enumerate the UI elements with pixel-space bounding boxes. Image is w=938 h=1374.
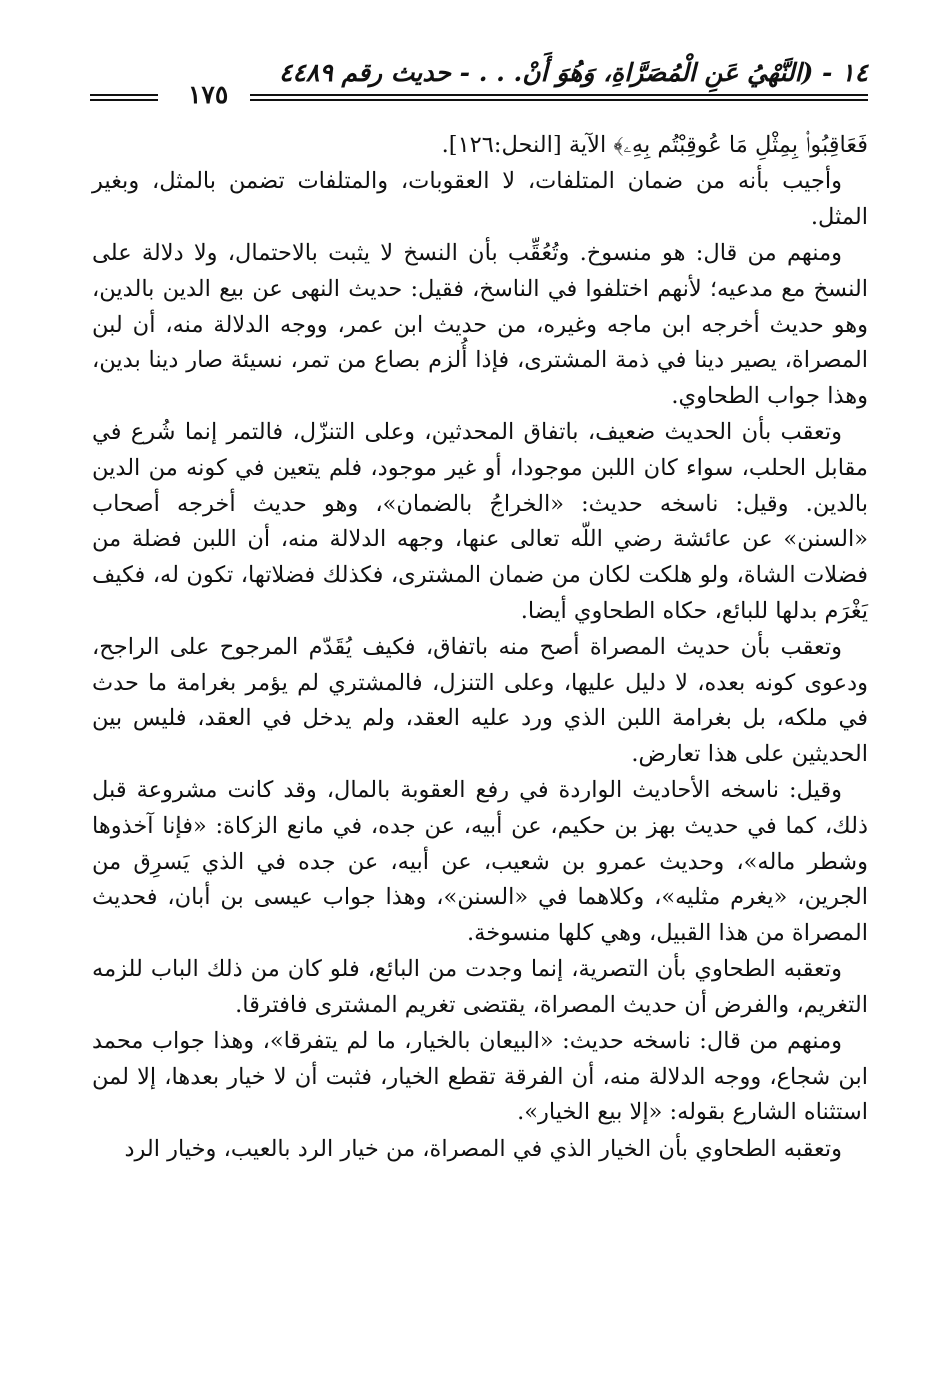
page-number-rule: [90, 94, 158, 101]
page-header: [90, 58, 868, 109]
paragraph: ومنهم من قال: ناسخه حديث: «البيعان بالخيار، ما لم يتفرقا»، وهذا جواب محمد ابن شجاع، ووجه الدلالة منه، أن الفرقة تقطع الخيار، فثبت أن لا خيار بعدها، إلا لمن استثناه الشارع بقوله: «إلا بيع الخيار».: [92, 1028, 868, 1126]
paragraph: فَعَاقِبُوا۟ بِمِثْلِ مَا عُوقِبْتُم بِهِۦ﴾ الآية [النحل:١٢٦].: [441, 132, 868, 158]
paragraph: وتعقبه الطحاوي بأن التصرية، إنما وجدت من البائع، فلو كان من ذلك الباب للزمه التغريم، والفرض أن حديث المصراة، يقتضى تغريم المشترى فافترقا.: [92, 956, 868, 1018]
main-text: [92, 128, 868, 1168]
running-title: ١٤ - (النَّهْيُ عَنِ الْمُصَرَّاةِ، وَهُوَ أَنْ. . . - حديث رقم ٤٤٨٩: [279, 58, 868, 87]
paragraph: وقيل: ناسخه الأحاديث الواردة في رفع العقوبة بالمال، وقد كانت مشروعة قبل ذلك، كما في حديث بهز بن حكيم، عن أبيه، عن جده، في مانع الزكاة: «فإنا آخذوها وشطر ماله»، وحديث عمرو بن شعيب، عن أبيه، عن جده في الذي يَسرِق من الجرين، «يغرم مثليه»، وكلاهما في «السنن»، وهذا جواب عيسى بن أبان، فحديث المصراة من هذا القبيل، وهي كلها منسوخة.: [92, 777, 868, 946]
paragraph: وتعقب بأن الحديث ضعيف، باتفاق المحدثين، وعلى التنزّل، فالتمر إنما شُرع في مقابل الحلب، سواء كان اللبن موجودا، أو غير موجود، فلم يتعين في كونه من الدين بالدين. وقيل: ناسخه حديث: «الخراجُ بالضمان»، وهو حديث أخرجه أصحاب «السنن» عن عائشة رضي اللّه تعالى عنها، وجهه الدلالة منه، أن اللبن فضلة من فضلات الشاة، ولو هلكت لكان من ضمان المشترى، فكذلك فضلاتها، تكون له، فكيف يَغْرَم بدلها للبائع، حكاه الطحاوي أيضا.: [92, 419, 868, 624]
paragraph: وتعقبه الطحاوي بأن الخيار الذي في المصراة، من خيار الرد بالعيب، وخيار الرد: [124, 1135, 842, 1162]
paragraph: وتعقب بأن حديث المصراة أصح منه باتفاق، فكيف يُقَدّم المرجوح على الراجح، ودعوى كونه بعده، لا دليل عليها، وعلى التنزل، فالمشتري لم يؤمر بغرامة ما حدث في ملكه، بل بغرامة اللبن الذي ورد عليه العقد، ولم يدخل في العقد، فليس بين الحديثين على هذا تعارض.: [92, 633, 868, 767]
paragraph: ومنهم من قال: هو منسوخ. وتُعُقِّب بأن النسخ لا يثبت بالاحتمال، ولا دلالة على النسخ مع مدعيه؛ لأنهم اختلفوا في الناسخ، فقيل: حديث النهى عن بيع الدين بالدين، وهو حديث أخرجه ابن ماجه وغيره، من حديث ابن عمر، ووجه الدلالة منه، أن لبن المصراة، يصير دينا في ذمة المشترى، فإذا أُلزم بصاع من تمر، نسيئة صار دينا بدين، وهذا جواب الطحاوي.: [92, 240, 868, 409]
paragraph: وأجيب بأنه من ضمان المتلفات، لا العقوبات، والمتلفات تضمن بالمثل، وبغير المثل.: [92, 168, 868, 230]
page-number: ١٧٥: [188, 80, 229, 109]
header-rule: [250, 94, 868, 101]
